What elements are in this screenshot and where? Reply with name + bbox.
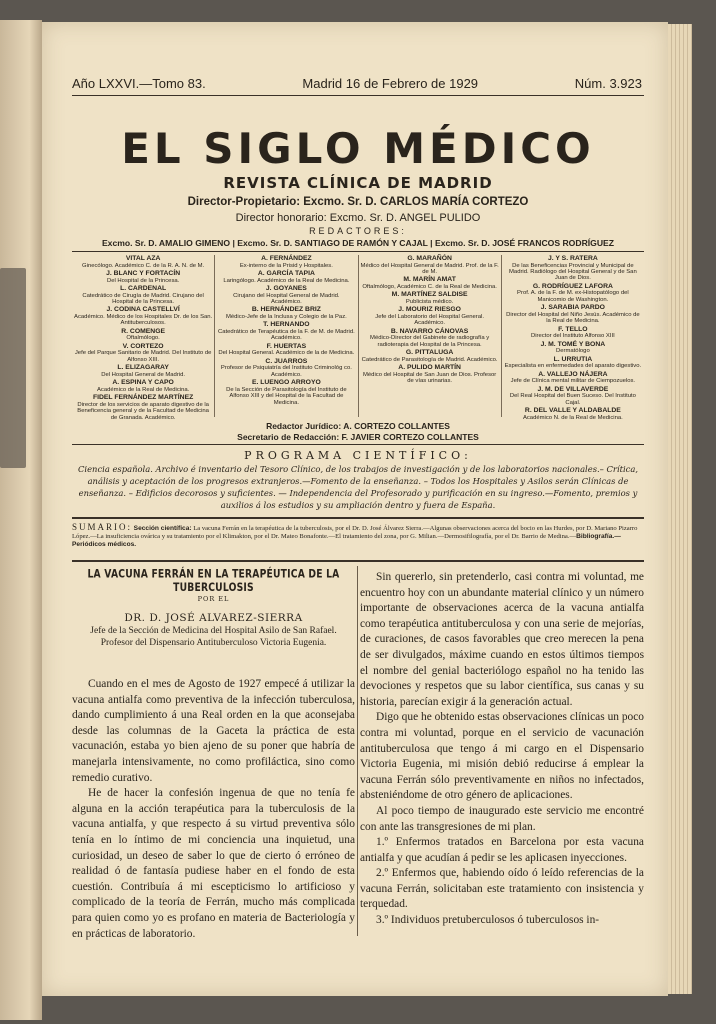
editor-name: G. RODRÍGUEZ LAFORA [532, 282, 613, 290]
affiliation-line: Profesor del Dispensario Antituberculoso Victoria Eugenia. [100, 638, 327, 648]
editor-role: Publicista médico. [405, 299, 454, 305]
editor-entry [361, 255, 499, 275]
editor-role: Laringólogo. Académico de la Real de Medicina. [223, 277, 350, 284]
paragraph: 1.º Enfermos tratados en Barcelona por esta vacuna antialfa y que acudían á pedir se les aplicasen inyecciones. [360, 836, 644, 864]
editor-role: Médico del Hospital General de Madrid. Prof. de la F. de M. [360, 262, 499, 275]
masthead-info-line [72, 76, 642, 91]
editor-name: M. MARÍN AMAT [403, 276, 456, 284]
editors-label: REDACTORES: [309, 226, 407, 236]
editor-name: A. PULIDO MARTÍN [398, 364, 461, 372]
editor-role: Médico-Director del Gabinete de radiografía y radioterapia del Hospital de la Princesa. [370, 335, 490, 348]
newspaper-page [42, 22, 668, 996]
article-author: DR. D. JOSÉ ALVAREZ-SIERRA [124, 612, 303, 624]
editor-name: G. PITTALUGA [405, 349, 454, 357]
editor-entry [361, 306, 499, 326]
legal-editor-line: Redactor Jurídico: A. CORTEZO COLLANTES [266, 421, 450, 431]
editor-name: C. JUARROS [265, 357, 308, 365]
editor-role: Oftalmólogo, Académico C. de la Real de Medicina. [362, 284, 497, 290]
column-divider [357, 566, 358, 936]
editor-role: Profesor de Psiquiatría del Instituto Criminológ co. Académico. [220, 365, 352, 378]
editor-role: De las Beneficencias Provincial y Municipal de Madrid. Radiólogo del Hospital General y de San Juan de Dios. [509, 262, 637, 282]
year-volume: Año LXXVI.—Tomo 83. [72, 76, 206, 91]
editor-name: R. COMENGE [121, 327, 166, 335]
editor-name: V. CORTEZO [122, 342, 164, 350]
editor-name: J. CODINA CASTELLVÍ [106, 306, 180, 314]
editor-name: J. MOURIZ RIESGO [398, 306, 461, 314]
editor-name: B. HERNÁNDEZ BRIZ [251, 306, 321, 314]
editor-entry [217, 270, 355, 284]
editor-role: Dermatólogo [556, 348, 590, 355]
affiliation-line: Jefe de la Sección de Medicina del Hospital Asilo de San Rafael. [90, 626, 337, 636]
secretary-line: Secretario de Redacción: F. JAVIER CORTEZO COLLANTES [237, 432, 479, 442]
editor-entry [361, 291, 499, 305]
editor-entry [504, 326, 642, 340]
editor-entry [504, 304, 642, 324]
editor-entry [74, 328, 212, 342]
editor-name: FIDEL FERNÁNDEZ MARTÍNEZ [92, 394, 194, 402]
sumario-tail: Bibliografía.—Periódicos médicos. [72, 533, 621, 548]
chief-editors: Excmo. Sr. D. AMALIO GIMENO | Excmo. Sr. D. SANTIAGO DE RAMÓN Y CAJAL | Excmo. Sr. D. JOSÉ FRANCOS RODRÍGUEZ [101, 238, 615, 248]
rule [72, 251, 644, 252]
editor-entry [504, 341, 642, 355]
editor-name: VITAL AZA [125, 255, 161, 262]
editor-role: Director de los servicios de aparato digestivo de la Beneficencia general y de la Facultad de Medicina de Granada. Académico. [77, 401, 209, 421]
programa-heading: PROGRAMA CIENTÍFICO: [244, 449, 472, 462]
editor-name: J. SARABIA PARDO [540, 304, 605, 312]
editor-name: R. DEL VALLE Y ALDABALDE [524, 407, 621, 415]
paragraph: He de hacer la confesión ingenua de que no tenía fe alguna en la acción terapéutica para la tuberculosis de la vacuna antialfa, y que respecto á su virtud preventiva sólo tenía en lo íntimo de mi conciencia una inquietud, una curiosidad, un deseo de saber lo que de cierto ó erróneo de realidad ó de fantasía pudiese haber en el fondo de esta cuestión. Contribuía á mi escepticismo lo artificioso y complicado de la teoría de Ferrán, mucho más complicada para quien como yo es profano en materia de Bacteriología y en prácticas de laboratorio. [72, 787, 355, 940]
article-by: POR EL [197, 595, 230, 603]
editor-entry [217, 255, 355, 269]
article-column-right [360, 570, 644, 929]
editor-name: T. HERNANDO [263, 321, 310, 329]
editor-name: A. GARCÍA TAPIA [257, 270, 315, 277]
editor-role: Jefe de Clínica mental militar de Ciempozuelos. [510, 378, 636, 385]
editor-role: Oftalmólogo. [126, 335, 160, 342]
editor-role: Del Hospital General. Académico de la de Medicina. [218, 350, 355, 357]
editor-column [501, 255, 644, 421]
rule [72, 444, 644, 445]
editor-entry [504, 371, 642, 385]
honorary-director-line: Director honorario: Excmo. Sr. D. ANGEL PULIDO [235, 212, 481, 224]
editor-entry [504, 386, 642, 406]
rule [72, 560, 644, 562]
editor-column [72, 255, 214, 421]
editor-name: F. TELLO [558, 325, 588, 333]
editor-role: Jefe del Parque Sanitario de Madrid. Del Instituto de Alfonso XIII. [74, 350, 212, 363]
editor-name: G. MARAÑÓN [407, 255, 452, 262]
editor-entry [74, 255, 212, 269]
editor-entry [74, 343, 212, 363]
director-line: Director-Propietario: Excmo. Sr. D. CARLOS MARÍA CORTEZO [187, 196, 529, 208]
editor-role: Especialista en enfermedades del aparato digestivo. [504, 363, 642, 370]
editor-role: Prof. A. de la F. de M. ex-Histopatólogo del Manicomio de Washington. [517, 290, 629, 303]
page-stack-edge [664, 24, 692, 994]
paragraph: Sin quererlo, sin pretenderlo, casi contra mi voluntad, me encuentro hoy con un abundante material clínico y un número importante de observaciones acerca de la vacuna antialfa como terapéutica antituberculosa y con una serie de mejorías, de curaciones, de casos favorables que creo merecen la pena de ser divulgados, máxime cuando en estos últimos tiempos el nombre del genial bacteriólogo español no ha tenido las devociones y respetos que su labor científica, sus canas y su historia, parecían exigir á la generación actual. [360, 571, 644, 708]
editor-role: Académico N. de la Real de Medicina. [522, 414, 623, 421]
editor-role: Cirujano del Hospital General de Madrid. Académico. [233, 292, 340, 305]
editor-entry [217, 306, 355, 320]
editor-role: Académico. Médico de los Hospitales Dr. de los San. Antituberculosos. [74, 314, 213, 327]
editor-role: Del Real Hospital del Buen Suceso. Del Instituto Cajal. [509, 393, 636, 406]
editor-name: A. ESPINA Y CAPO [112, 379, 174, 387]
editor-role: Catedrático de Cirugía de Madrid. Cirujano del Hospital de la Princesa. [82, 292, 204, 305]
editor-name: B. NAVARRO CÁNOVAS [390, 327, 469, 335]
editor-role: Académico de la Real de Medicina. [96, 386, 190, 393]
editor-name: L. CARDENAL [120, 285, 167, 292]
editor-name: J. GOYANES [265, 285, 307, 292]
editor-name: M. MARTÍNEZ SALDISE [391, 291, 468, 299]
editor-role: Director del Instituto Alfonso XIII [530, 333, 615, 340]
sumario-text: La vacuna Ferrán en la terapéutica de la tuberculosis, por el Dr. D. José Álvarez Sierra.—Algunas observaciones acerca del bocio en las Hurdes, por D. Mariano Pizarro López.—La insuficiencia ovárica y su tratamiento por el Klimakton, por el Dr. Mateo Bonafonte.—El tratamiento del zona, por G. Milian.—Dermosifilografía, por el Dr. Barrio de Medina.— [72, 525, 638, 540]
editor-entry [361, 349, 499, 363]
editor-entry [361, 276, 499, 290]
article-title: LA VACUNA FERRÁN EN LA TERAPÉUTICA DE LA TUBERCULOSIS [87, 567, 340, 595]
editor-name: J. Y S. RATERA [547, 255, 598, 262]
issue-number: Núm. 3.923 [574, 76, 642, 91]
editor-entry [217, 343, 355, 357]
editor-role: Jefe del Laboratorio del Hospital General. Académico. [375, 314, 484, 327]
editor-entry [74, 379, 212, 393]
editor-entry [361, 328, 499, 348]
editor-column [214, 255, 357, 417]
masthead-title: EL SIGLO MÉDICO [121, 124, 595, 173]
sumario-label: SUMARIO: [72, 522, 133, 532]
editor-name: J. M. DE VILLAVERDE [537, 385, 609, 393]
paragraph: Digo que he obtenido estas observaciones clínicas un poco contra mi voluntad, porque en el servicio de vacunación antituberculosa que tengo á mi cargo en el Dispensario Victoria Eugenia, mi misión debió reducirse á emplear la vacuna Ferrán sólo preventivamente en niños no infectados, absteniéndome de otro género de aplicaciones. [360, 711, 644, 802]
editor-entry [217, 321, 355, 341]
editor-role: De la Sección de Parasitología del Instituto de Alfonso XIII y del Hospital de la Facultad de Medicina. [226, 386, 347, 406]
editor-entry [74, 285, 212, 305]
editor-role: Del Hospital de la Princesa. [106, 277, 180, 284]
editor-name: E. LUENGO ARROYO [251, 379, 321, 387]
author-affiliation [82, 625, 345, 649]
editor-entry [504, 356, 642, 370]
editor-role: Director del Hospital del Niño Jesús. Académico de la Real de Medicina. [506, 311, 640, 325]
editor-name: J. M. TOMÉ Y BONA [540, 340, 606, 348]
editor-entry [361, 364, 499, 384]
editor-name: L. ELIZAGARAY [117, 364, 169, 372]
issue-date: Madrid 16 de Febrero de 1929 [302, 76, 479, 91]
facing-page-illustration [0, 268, 26, 468]
editor-name: A. FERNÁNDEZ [261, 255, 312, 262]
editor-role: Ex-interno de la Prisid y Hospitales. [239, 262, 333, 269]
rule [72, 95, 644, 96]
paragraph: 3.º Individuos pretuberculosos ó tuberculosos in- [376, 914, 600, 927]
facing-page-edge [0, 20, 42, 1020]
editor-entry [217, 379, 355, 406]
editor-entry [74, 394, 212, 421]
editor-role: Ginecólogo. Académico C. de la R. A. N. de M. [82, 262, 205, 269]
masthead-subtitle: REVISTA CLÍNICA DE MADRID [223, 174, 493, 192]
editor-columns [72, 255, 644, 421]
paragraph: Al poco tiempo de inaugurado este servicio me encontré con ante las transgresiones de mi plan. [360, 804, 644, 833]
editor-entry [74, 364, 212, 378]
editor-column [358, 255, 501, 417]
editor-role: Médico del Hospital de San Juan de Dios. Profesor de vías urinarias. [362, 371, 497, 385]
editor-name: L. URRUTIA [553, 355, 593, 363]
editor-entry [217, 285, 355, 305]
rule [72, 517, 644, 519]
sumario [72, 523, 644, 549]
editor-entry [217, 358, 355, 378]
editor-entry [74, 306, 212, 326]
programa-text: Ciencia española. Archivo é inventario del Tesoro Clínico, de los trabajos de investigación y de los laboratorios nacionales.– Crítica, análisis y aceptación de los progresos extranjeros.—Fomento de la enseñanza. – Todos los Hospitales y Asilos serán Clínicas de enseñanza. – Edificios decorosos y suficientes. — Independencia del Profesorado y purificación en su ingreso.—Fomento, premios y auxilios á los estudios y su ampliación dentro y fuera de España. [78, 464, 638, 510]
editor-name: J. BLANC Y FORTACÍN [106, 270, 181, 277]
article-column-left [72, 677, 355, 942]
editor-role: Médico-Jefe de la Inclusa y Colegio de la Paz. [225, 314, 347, 320]
editor-name: F. HUERTAS [266, 342, 307, 350]
editor-entry [74, 270, 212, 284]
editor-role: Del Hospital General de Madrid. [101, 371, 186, 378]
paragraph: 2.º Enfermos que, habiendo oído ó leído referencias de la vacuna Ferrán, solicitaban este tratamiento con insistencia y terquedad. [360, 867, 644, 911]
editor-entry [504, 283, 642, 303]
editor-role: Catedrático de Parasitología de Madrid. Académico. [361, 356, 498, 363]
editor-entry [504, 255, 642, 282]
editor-role: Catedrático de Terapéutica de la F. de M. de Madrid. Académico. [217, 329, 355, 342]
sumario-section: Sección científica: [133, 525, 192, 532]
paragraph: Cuando en el mes de Agosto de 1927 empecé á utilizar la vacuna antialfa como preventiva de la infección tuberculosa, dando cumplimiento á una Real orden en la que aconsejaba desde las columnas de la Gaceta la práctica de esta vacunación, estaba yo bien ajeno de su poner que habría de manejarla intensivamente, no como profiláctica, sino como remedio curativo. [72, 678, 355, 784]
editor-name: A. VALLEJO NÁJERA [538, 370, 608, 378]
editor-entry [504, 407, 642, 421]
